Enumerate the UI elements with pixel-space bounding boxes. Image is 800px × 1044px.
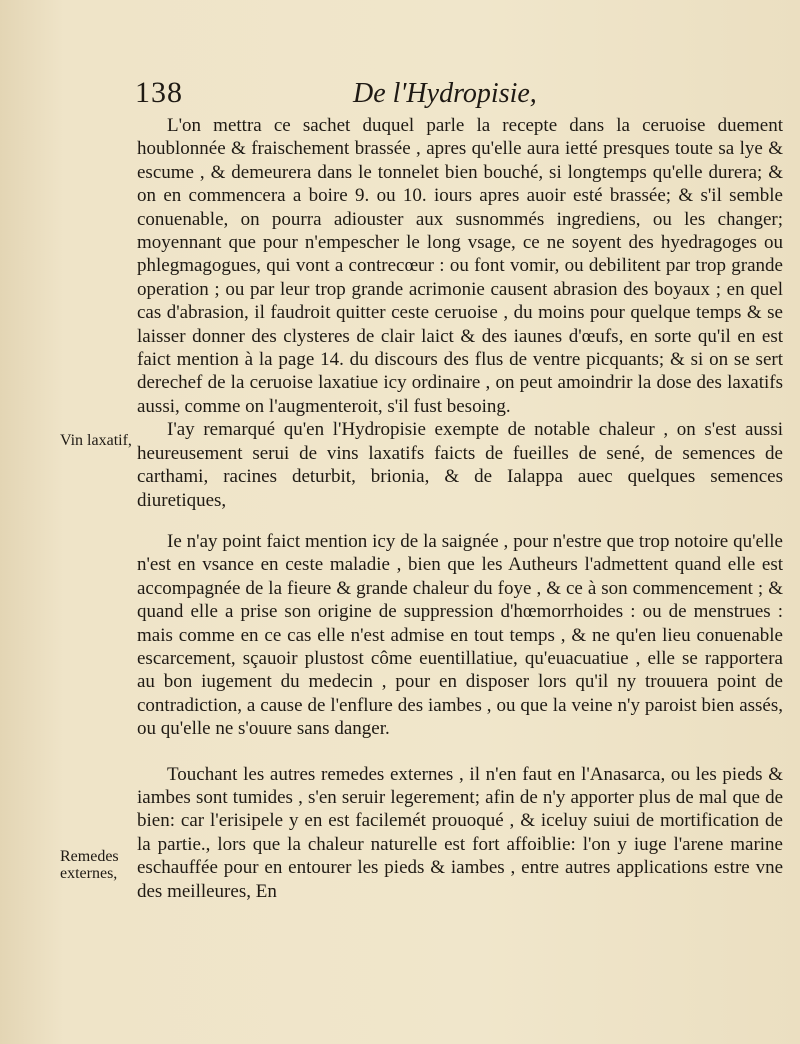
running-title: De l'Hydropisie, (353, 78, 537, 109)
paragraph-3: Ie n'ay point faict mention icy de la saignée , pour n'estre que trop notoire qu'elle n'est en vsance en ceste maladie , bien que les Autheurs l'admettent quand elle est accompagnée de la fieure & grande chaleur du foye , & ce à son commencement ; & quand elle a prise son origine de suppression d'hœmorrhoides : ou de menstrues : mais comme en ce cas elle n'est admise en tout temps , & ne qu'en lieu conuenable escarcement, sçauoir plustost côme euentillatiue, qu'euacuatiue , elle se rapportera au bon iugement du medecin , pour en disposer lors qu'il ny trouuera point de contradiction, a cause de l'enflure des iambes , ou que la veine n'y paroist bien assés, ou qu'elle ne s'ouure sans danger. (137, 530, 783, 740)
paragraph-4: Touchant les autres remedes externes , il n'en faut en l'Anasarca, ou les pieds & iambes sont tumides , s'en seruir legerement; afin de n'y apporter plus de mal que de bien: car l'erisipele y en est facilemét prouoqué , & iceluy suiui de mortification de la partie., lors que la chaleur naturelle est fort affoiblie: l'on y iuge l'arene marine eschauffée pour en entourer les pieds & iambes , entre autres applications estre vne des meilleures, En (137, 763, 783, 902)
body-text (137, 114, 783, 903)
page-number: 138 (135, 76, 183, 109)
margin-note-vin-laxatif: Vin laxatif, (60, 432, 132, 449)
margin-note-remedes-externes: Remedes externes, (60, 848, 119, 882)
paragraph-2: I'ay remarqué qu'en l'Hydropisie exempte de notable chaleur , on s'est aussi heureusement serui de vins laxatifs faicts de fueilles de sené, de semences de carthami, racines deturbit, brionia, & de Ialappa auec quelques semences diuretiques, (137, 419, 783, 511)
paragraph-1: L'on mettra ce sachet duquel parle la recepte dans la ceruoise duement houblonnée & fraischement brassée , apres qu'elle aura ietté presques toute sa lye & escume , & demeurera dans le tonnelet bien bouché, si longtemps qu'elle durera; & on en commencera a boire 9. ou 10. iours apres auoir esté brassée; & s'il semble conuenable, on pourra adiouster aux susnommés ingrediens, ou les changer; moyennant que pour n'empescher le long vsage, ce ne soyent des hyedragoges ou phlegmagogues, qui vont a contrecœur : ou font vomir, ou debilitent par trop grande operation ; ou par leur trop grande acrimonie causent abrasion des boyaux ; en quel cas d'abrasion, il faudroit quitter ceste ceruoise , du moins pour quelque temps & se laisser donner des clysteres de clair laict & des iaunes d'œufs, en sorte qu'il en est faict mention à la page 14. du discours des flus de ventre picquants; & si on se sert derechef de la ceruoise laxatiue icy ordinaire , on peut amoindrir la dose des laxatifs aussi, comme on l'augmenteroit, s'il fust besoing. (137, 115, 783, 417)
page-header (135, 76, 783, 112)
